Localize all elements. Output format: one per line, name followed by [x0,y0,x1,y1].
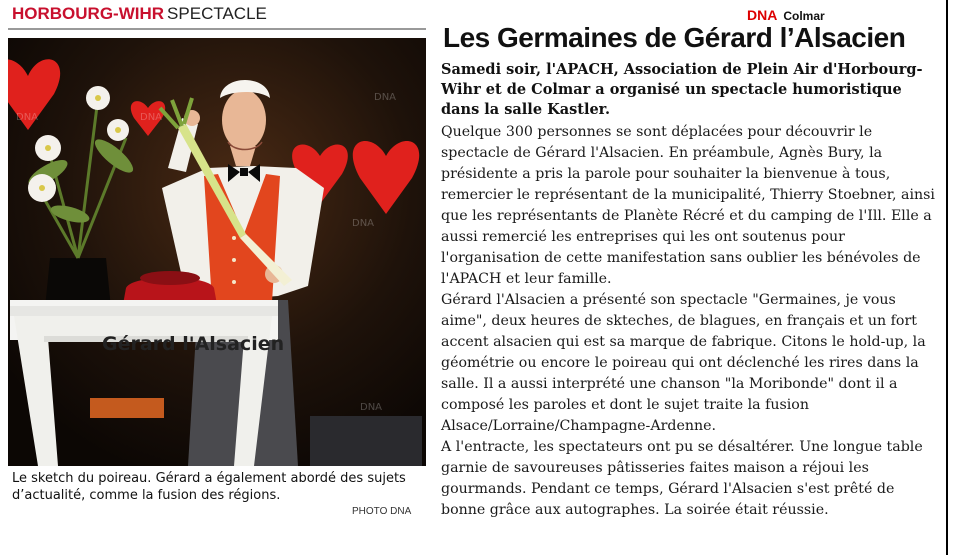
article-body [441,122,941,521]
article-photo [8,38,426,466]
article-paragraph: A l'entracte, les spectateurs ont pu se désaltérer. Une longue table garnie de savoureuses pâtisseries faites maison a réjoui les gourmands. Pendant ce temps, Gérard l'Alsacien s'est prêté de bonne grâce aux autographes. La soirée était réussie. [441,439,923,518]
svg-text:DNA: DNA [360,402,383,413]
article-headline: Les Germaines de Gérard l’Alsacien [443,22,906,53]
photo-credit: PHOTO DNA [352,506,412,517]
svg-text:DNA: DNA [352,218,375,229]
header-rule [8,28,426,30]
svg-text:DNA: DNA [16,112,39,123]
photo-caption: Le sketch du poireau. Gérard a également abordé des sujets d’actualité, comme la fusion des régions. [12,471,406,503]
sign-text: Gérard l'Alsacien [102,333,285,355]
section-kicker [12,4,267,24]
article-paragraph: Quelque 300 personnes se sont déplacées pour découvrir le spectacle de Gérard l'Alsacien. En préambule, Agnès Bury, la présidente a pris la parole pour souhaiter la bienvenue à tous, remercier le représentant de la municipalité, Thierry Stoebner, ainsi que les représentants de Planète Récré et du camping de l'Ill. Elle a aussi remercié les entreprises qui les ont soutenus pour l'organisation de cette manifestation sans oublier les bénévoles de l'APACH et leur famille. [441,124,935,287]
kicker-rubric: SPECTACLE [167,4,267,23]
kicker-place: HORBOURG-WIHR [12,4,165,23]
svg-text:DNA: DNA [374,92,397,103]
column-rule [946,0,948,555]
newspaper-brand: DNA [747,7,778,23]
svg-text:DNA: DNA [140,112,163,123]
article-lede: Samedi soir, l'APACH, Association de Plein Air d'Horbourg-Wihr et de Colmar a organisé un spectacle humoristique dans la salle Kastler. [441,61,923,118]
article-paragraph: Gérard l'Alsacien a présenté son spectacle "Germaines, je vous aime", deux heures de skteches, de blagues, en français et un fort accent alsacien qui est sa marque de fabrique. Citons le hold-up, la géométrie ou encore le poireau qui ont déclenché les rires dans la salle. Il a aussi interprété une chanson "la Moribonde" dont il a composé les paroles et dont le sujet traite la fusion Alsace/Lorraine/Champagne-Ardenne. [441,292,926,434]
edition-city: Colmar [783,9,825,23]
